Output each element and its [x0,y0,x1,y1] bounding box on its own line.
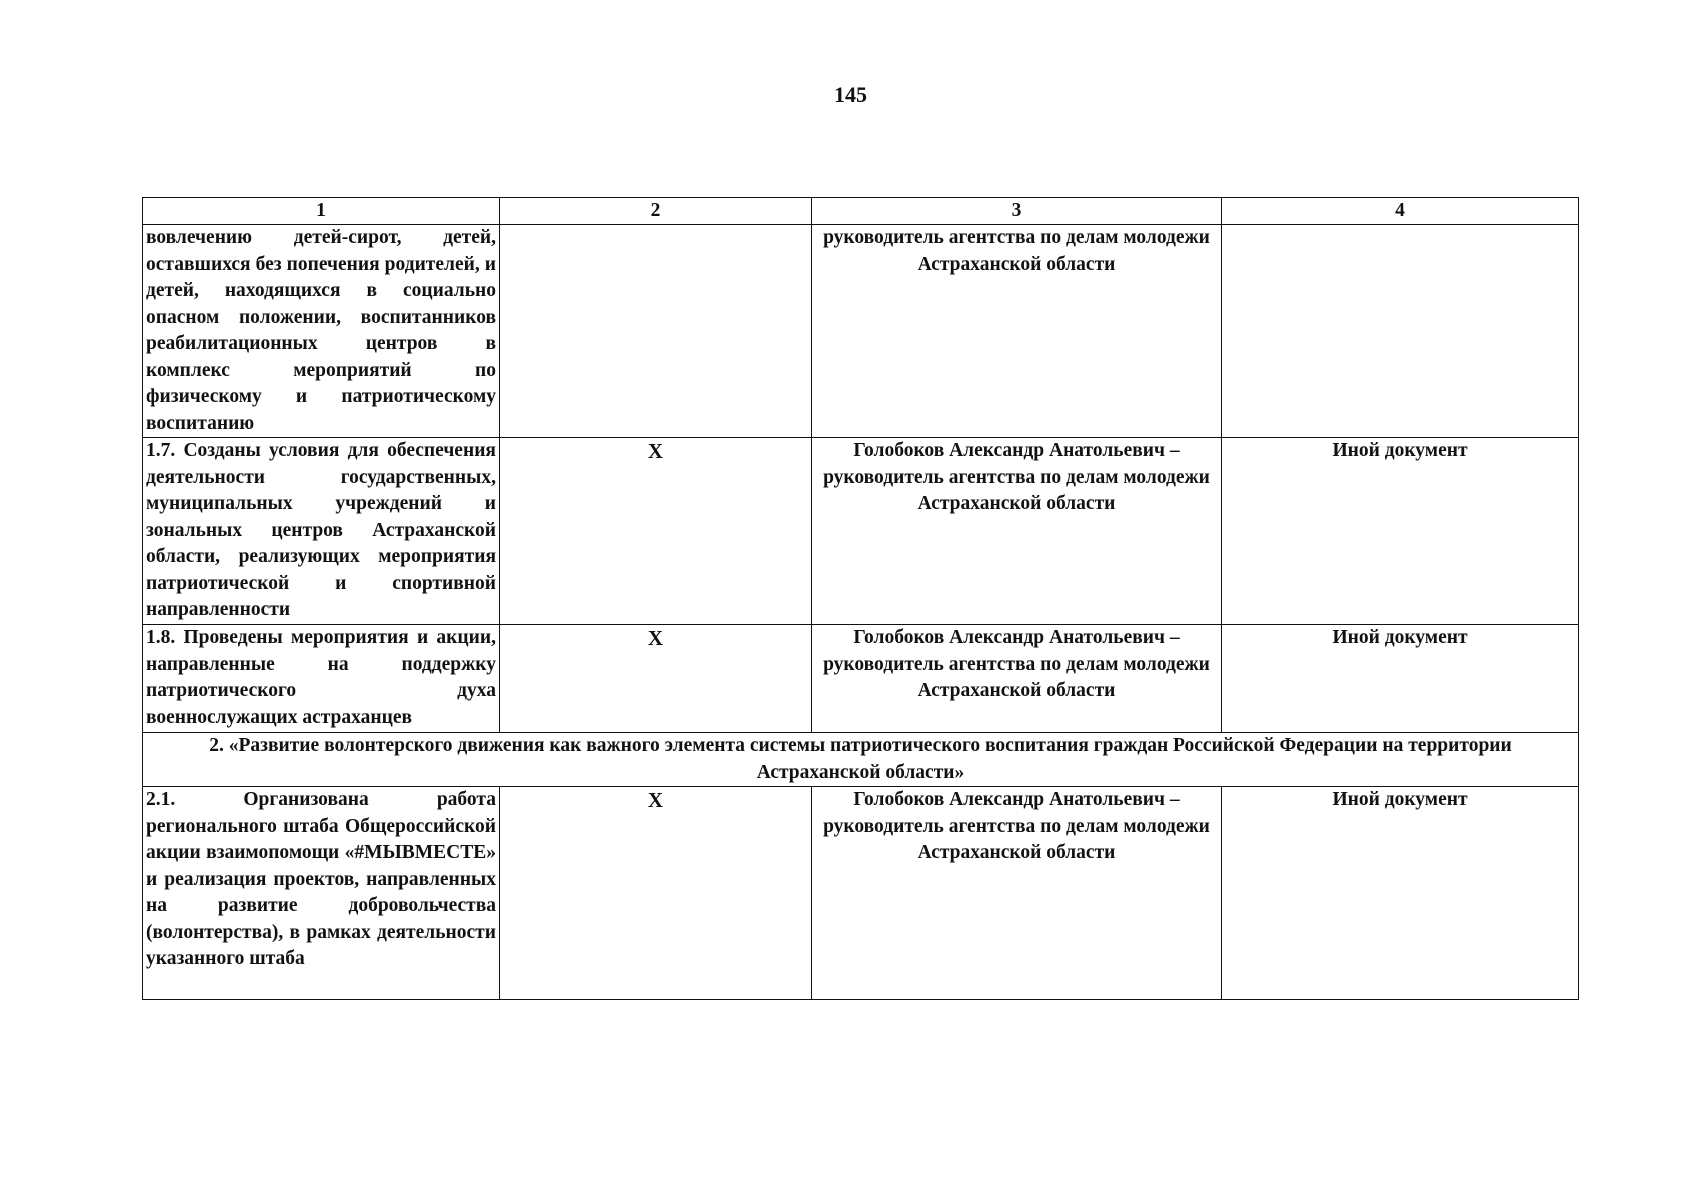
document-cell: Иной документ [1222,787,1579,1000]
measure-cell: 2.1. Организована работа регионального штаба Общероссийской акции взаимопомощи «#МЫВМЕСТЕ» и реализация проектов, направленных на развитие добровольчества (волонтерства), в рамках деятельности указанного штаба [143,787,500,1000]
mark-cell: Х [500,625,812,733]
table-row [143,625,1579,733]
column-header-2: 2 [500,198,812,225]
column-header-1: 1 [143,198,500,225]
mark-cell [500,225,812,438]
document-cell: Иной документ [1222,438,1579,625]
mark-cell: Х [500,438,812,625]
table-row [143,225,1579,438]
document-cell: Иной документ [1222,625,1579,733]
responsible-cell: руководитель агентства по делам молодежи Астраханской области [812,225,1222,438]
responsible-cell: Голобоков Александр Анатольевич – руководитель агентства по делам молодежи Астраханской области [812,438,1222,625]
section-row [143,733,1579,787]
mark-cell: Х [500,787,812,1000]
table-row [143,438,1579,625]
responsible-cell: Голобоков Александр Анатольевич – руководитель агентства по делам молодежи Астраханской области [812,625,1222,733]
column-header-4: 4 [1222,198,1579,225]
responsible-cell: Голобоков Александр Анатольевич – руководитель агентства по делам молодежи Астраханской области [812,787,1222,1000]
measure-cell: 1.8. Проведены мероприятия и акции, направленные на поддержку патриотического духа военнослужащих астраханцев [143,625,500,733]
table-row [143,787,1579,1000]
measure-cell: вовлечению детей-сирот, детей, оставшихся без попечения родителей, и детей, находящихся в социально опасном положении, воспитанников реабилитационных центров в комплекс мероприятий по физическому и патриотическому воспитанию [143,225,500,438]
document-cell [1222,225,1579,438]
measure-cell: 1.7. Созданы условия для обеспечения деятельности государственных, муниципальных учреждений и зональных центров Астраханской области, реализующих мероприятия патриотической и спортивной направленности [143,438,500,625]
measures-table [142,197,1579,1000]
section-title: 2. «Развитие волонтерского движения как важного элемента системы патриотического воспитания граждан Российской Федерации на территории Астраханской области» [143,733,1579,787]
table-header-row [143,198,1579,225]
column-header-3: 3 [812,198,1222,225]
page-number: 145 [834,82,867,107]
